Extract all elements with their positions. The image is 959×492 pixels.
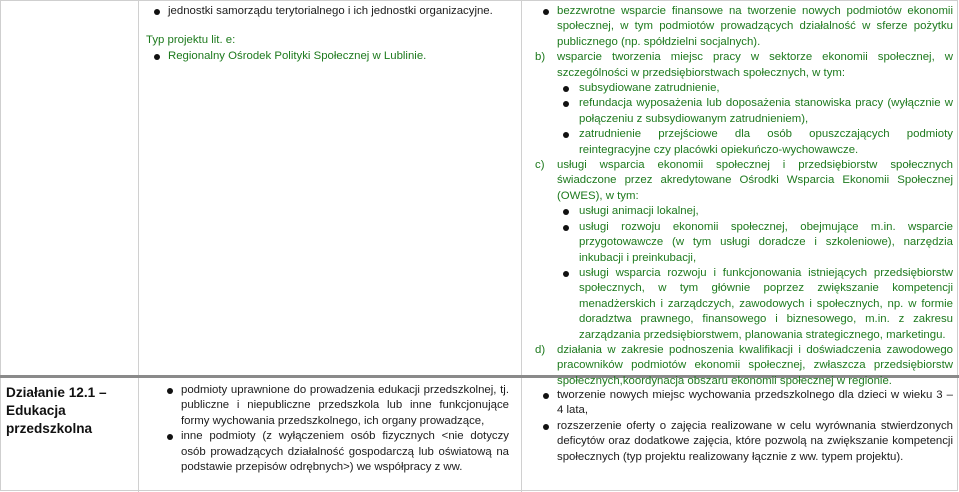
row1-col2-list bbox=[146, 4, 506, 19]
list-item: zatrudnienie przejściowe dla osób opuszczających podmioty reintegracyjne czy placówki opiekuńczo-wychowawcze. bbox=[557, 127, 953, 158]
row1-col3-top-list bbox=[535, 4, 953, 50]
list-item: subsydiowane zatrudnienie, bbox=[557, 81, 953, 96]
row2-col2-cell bbox=[159, 383, 509, 475]
row2-label-line1: Działanie 12.1 – bbox=[6, 385, 107, 400]
section-letter: d) bbox=[535, 343, 546, 356]
section-letter: c) bbox=[535, 159, 545, 172]
section-b bbox=[535, 50, 953, 158]
row2-col3-cell bbox=[535, 388, 953, 465]
section-b-items bbox=[557, 81, 953, 158]
row2-label-cell bbox=[6, 384, 134, 438]
project-type-list bbox=[146, 49, 506, 64]
list-item: refundacja wyposażenia lub doposażenia stanowiska pracy (wyłącznie w połączeniu z subsydiowanym zatrudnieniem), bbox=[557, 96, 953, 127]
list-item: Regionalny Ośrodek Polityki Społecznej w Lublinie. bbox=[146, 49, 506, 64]
list-item: usługi rozwoju ekonomii społecznej, obejmujące m.in. wsparcie przygotowawcze (w tym usługi doradcze i szkoleniowe), narzędzia inkubacji i preinkubacji, bbox=[557, 220, 953, 266]
list-item: inne podmioty (z wyłączeniem osób fizycznych <nie dotyczy osób prowadzących działalność gospodarczą lub oświatową na podstawie przepisów odrębnych>) we współpracy z ww. bbox=[159, 429, 509, 475]
section-c-items bbox=[557, 204, 953, 343]
column-divider-1 bbox=[138, 0, 139, 492]
list-item: jednostki samorządu terytorialnego i ich jednostki organizacyjne. bbox=[146, 4, 506, 19]
section-c bbox=[535, 158, 953, 343]
section-d bbox=[535, 343, 953, 389]
row2-col2-list bbox=[159, 383, 509, 475]
list-item: tworzenie nowych miejsc wychowania przedszkolnego dla dzieci w wieku 3 – 4 lata, bbox=[535, 388, 953, 419]
section-list bbox=[535, 50, 953, 389]
list-item: usługi animacji lokalnej, bbox=[557, 204, 953, 219]
list-item: podmioty uprawnione do prowadzenia edukacji przedszkolnej, tj. publiczne i niepubliczne przedszkola lub inne funkcjonujące formy wychowania przedszkolnego, ich organy prowadzące, bbox=[159, 383, 509, 429]
project-type-label: Typ projektu lit. e: bbox=[146, 34, 236, 47]
section-text: działania w zakresie podnoszenia kwalifikacji i doświadczenia zawodowego pracowników podmiotów ekonomii społecznej, zwłaszcza przedsiębiorstw społecznych,koordynacja obszaru ekonomii społecznej w regionie. bbox=[557, 343, 953, 387]
section-text: wsparcie tworzenia miejsc pracy w sektorze ekonomii społecznej, w szczególności w przedsiębiorstwach społecznych, w tym: bbox=[557, 51, 953, 79]
row2-label-line2: Edukacja bbox=[6, 403, 66, 418]
list-item: bezzwrotne wsparcie finansowe na tworzenie nowych podmiotów ekonomii społecznej, w tym podmiotów prowadzących działalność w sferze pożytku publicznego (np. spółdzielni socjalnych). bbox=[535, 4, 953, 50]
section-letter: b) bbox=[535, 51, 546, 64]
row2-label-line3: przedszkolna bbox=[6, 421, 93, 436]
row1-col3-cell bbox=[535, 4, 953, 389]
row2-col3-list bbox=[535, 388, 953, 465]
list-item: rozszerzenie oferty o zajęcia realizowane w celu wyrównania stwierdzonych deficytów oraz dodatkowe zajęcia, które pozwolą na zwiększanie kompetencji społecznych (typ projektu realizowany łącznie z ww. typem projektu). bbox=[535, 419, 953, 465]
list-item: usługi wsparcia rozwoju i funkcjonowania istniejących przedsiębiorstw społecznych, w tym głównie poprzez zwiększanie kompetencji menadżerskich i zarządczych, zawodowych i społecznych, np. w formie doradztwa prawnego, finansowego i biznesowego, m.in. z zakresu zarządzania przedsiębiorstwem, planowania strategicznego, marketingu. bbox=[557, 266, 953, 343]
row1-col2-cell bbox=[146, 4, 506, 64]
section-text: usługi wsparcia ekonomii społecznej i przedsiębiorstw społecznych świadczone przez akredytowane Ośrodki Wsparcia Ekonomii Społecznej (OWES), w tym: bbox=[557, 159, 953, 202]
column-divider-2 bbox=[521, 0, 522, 492]
